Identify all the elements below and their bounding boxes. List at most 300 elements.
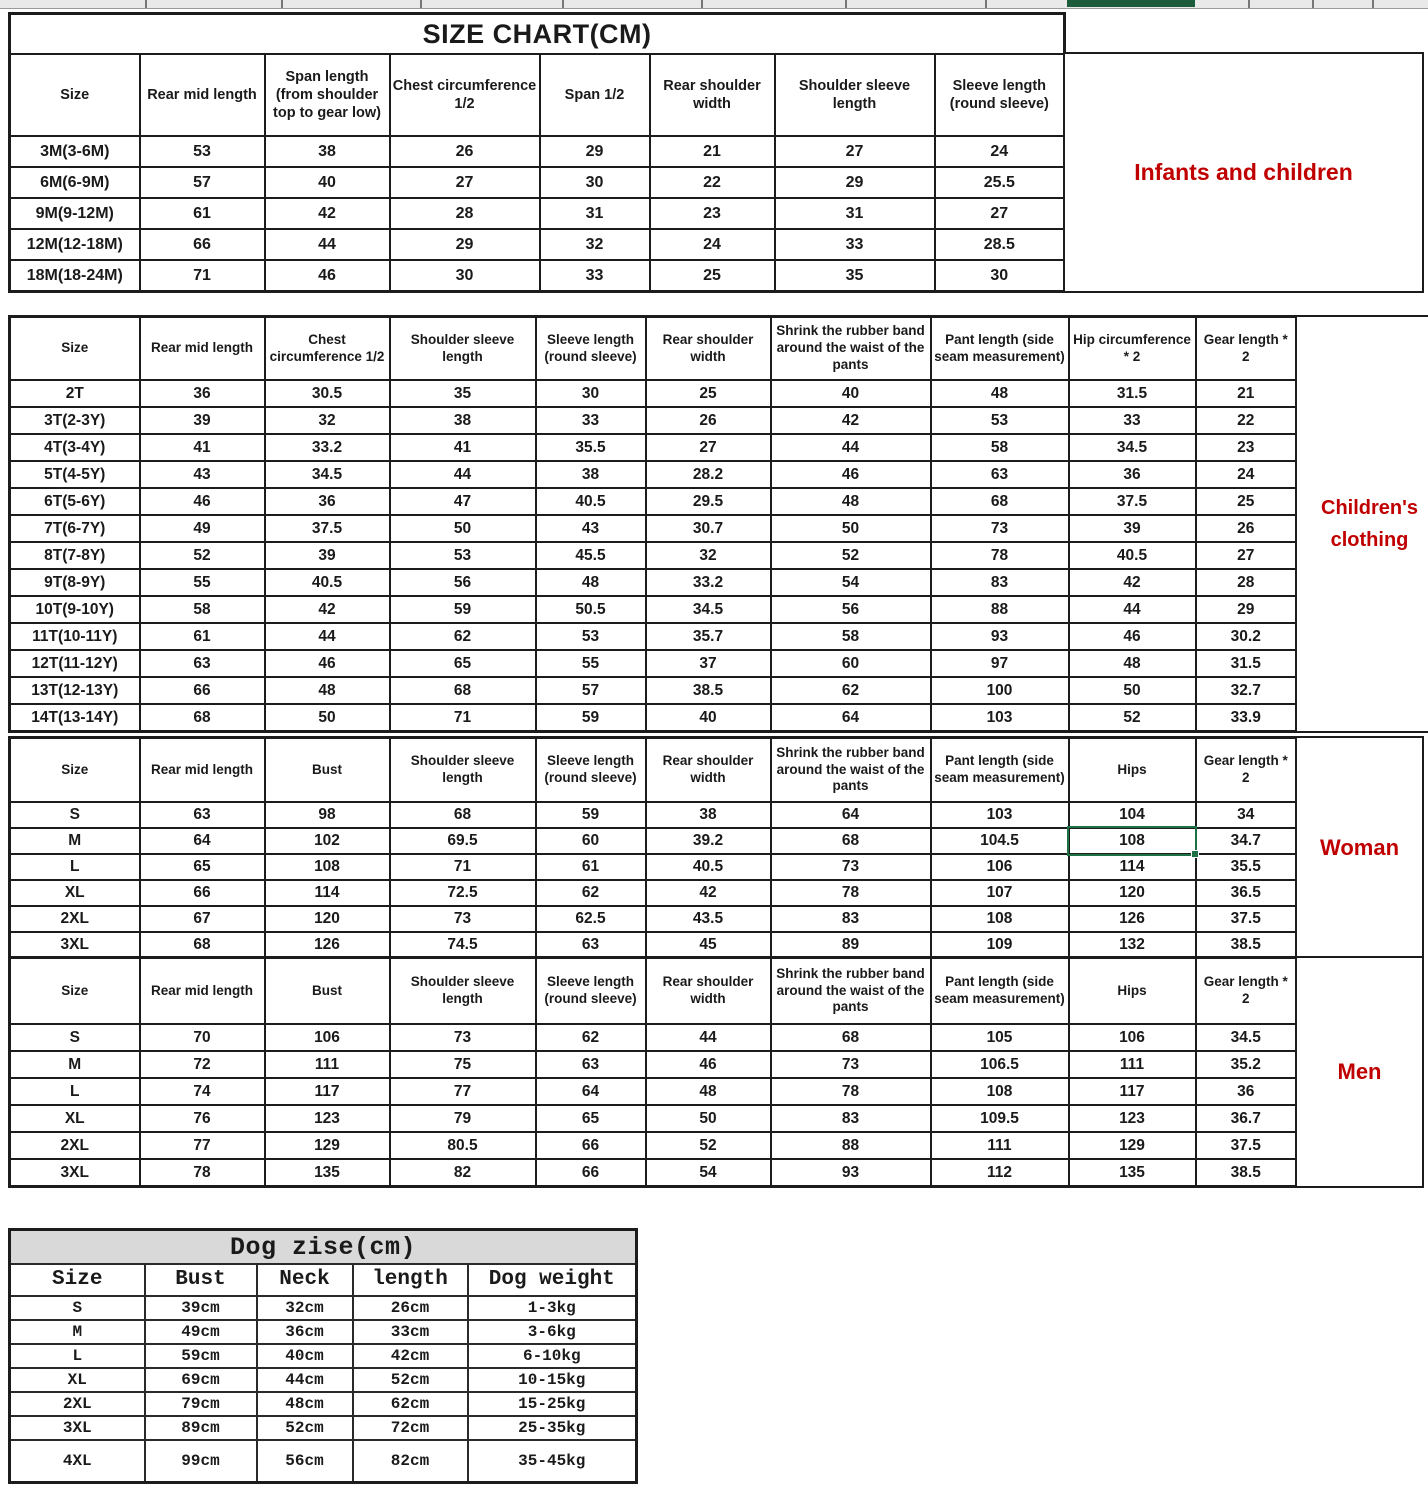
value-cell: 28 (1196, 569, 1297, 596)
value-cell: 49cm (145, 1320, 257, 1344)
table-row (10, 198, 1065, 229)
col-header: Shrink the rubber band around the waist of the pants (771, 317, 931, 381)
table-row (10, 704, 1297, 732)
value-cell: 64 (536, 1078, 646, 1105)
value-cell: 42 (1069, 569, 1196, 596)
table-row (10, 260, 1065, 292)
table-row (10, 880, 1297, 906)
size-cell: 6T(5-6Y) (10, 488, 140, 515)
value-cell: 67 (140, 906, 265, 932)
value-cell: 52 (140, 542, 265, 569)
value-cell: 114 (1069, 854, 1196, 880)
value-cell: 117 (265, 1078, 390, 1105)
men-table (8, 956, 1298, 1188)
value-cell: 37.5 (1196, 1132, 1297, 1159)
value-cell: 33 (775, 229, 935, 260)
table-row (10, 623, 1297, 650)
col-header: Sleeve length (round sleeve) (536, 738, 646, 803)
value-cell: 109 (931, 932, 1069, 959)
col-header: Rear mid length (140, 738, 265, 803)
value-cell: 37 (646, 650, 771, 677)
value-cell: 62.5 (536, 906, 646, 932)
value-cell: 48cm (257, 1392, 353, 1416)
size-cell: M (10, 828, 140, 854)
value-cell: 59 (536, 802, 646, 828)
value-cell: 26 (1196, 515, 1297, 542)
value-cell: 34.5 (265, 461, 390, 488)
table-row (10, 229, 1065, 260)
value-cell: 43 (140, 461, 265, 488)
value-cell: 35.5 (1196, 854, 1297, 880)
col-header: Gear length * 2 (1196, 958, 1297, 1025)
value-cell: 111 (1069, 1051, 1196, 1078)
value-cell: 38 (646, 802, 771, 828)
value-cell: 50 (1069, 677, 1196, 704)
value-cell: 123 (1069, 1105, 1196, 1132)
table-row (10, 1320, 637, 1344)
table-row (10, 1392, 637, 1416)
value-cell: 55 (536, 650, 646, 677)
value-cell: 30 (935, 260, 1065, 292)
col-header: Size (10, 958, 140, 1025)
value-cell: 72 (140, 1051, 265, 1078)
value-cell: 36 (265, 488, 390, 515)
value-cell: 30 (540, 167, 650, 198)
value-cell: 69.5 (390, 828, 536, 854)
value-cell: 45 (646, 932, 771, 959)
woman-label: Woman (1295, 736, 1424, 960)
value-cell: 23 (1196, 434, 1297, 461)
value-cell: 66 (140, 677, 265, 704)
value-cell: 71 (390, 854, 536, 880)
value-cell: 21 (650, 136, 775, 167)
value-cell: 50.5 (536, 596, 646, 623)
value-cell: 52 (646, 1132, 771, 1159)
col-header: Pant length (side seam measurement) (931, 317, 1069, 381)
col-header: Size (10, 1264, 145, 1296)
value-cell: 74.5 (390, 932, 536, 959)
col-header: Chest circumference 1/2 (265, 317, 390, 381)
value-cell: 34.5 (1196, 1024, 1297, 1051)
value-cell: 57 (536, 677, 646, 704)
value-cell: 106 (265, 1024, 390, 1051)
value-cell: 82cm (353, 1440, 468, 1483)
value-cell: 34 (1196, 802, 1297, 828)
value-cell: 68 (140, 704, 265, 732)
value-cell: 64 (771, 704, 931, 732)
table-row (10, 906, 1297, 932)
table-row (10, 407, 1297, 434)
table-row (10, 542, 1297, 569)
col-header: length (353, 1264, 468, 1296)
value-cell: 117 (1069, 1078, 1196, 1105)
value-cell: 40.5 (265, 569, 390, 596)
value-cell: 66 (140, 229, 265, 260)
value-cell: 123 (265, 1105, 390, 1132)
value-cell: 89 (771, 932, 931, 959)
size-cell: 7T(6-7Y) (10, 515, 140, 542)
col-header: Rear shoulder width (646, 958, 771, 1025)
value-cell: 42 (265, 198, 390, 229)
value-cell: 111 (931, 1132, 1069, 1159)
value-cell: 44 (265, 229, 390, 260)
value-cell: 25 (650, 260, 775, 292)
value-cell: 56 (771, 596, 931, 623)
col-header: Rear shoulder width (646, 738, 771, 803)
value-cell: 28.2 (646, 461, 771, 488)
value-cell: 42cm (353, 1344, 468, 1368)
value-cell: 40cm (257, 1344, 353, 1368)
value-cell: 24 (935, 136, 1065, 167)
value-cell: 44 (646, 1024, 771, 1051)
size-cell: 3XL (10, 932, 140, 959)
value-cell: 25-35kg (468, 1416, 637, 1440)
value-cell: 31 (775, 198, 935, 229)
strip-tick (145, 0, 147, 8)
col-header: Bust (265, 738, 390, 803)
value-cell: 71 (140, 260, 265, 292)
value-cell: 58 (771, 623, 931, 650)
value-cell: 53 (140, 136, 265, 167)
value-cell: 74 (140, 1078, 265, 1105)
value-cell: 33.2 (646, 569, 771, 596)
col-header: Sleeve length (round sleeve) (536, 317, 646, 381)
value-cell: 44 (390, 461, 536, 488)
value-cell: 33 (1069, 407, 1196, 434)
value-cell: 46 (1069, 623, 1196, 650)
value-cell: 24 (1196, 461, 1297, 488)
value-cell: 93 (771, 1159, 931, 1187)
size-cell: 9T(8-9Y) (10, 569, 140, 596)
value-cell: 32.7 (1196, 677, 1297, 704)
value-cell: 126 (1069, 906, 1196, 932)
value-cell: 39 (140, 407, 265, 434)
col-header: Chest circumference 1/2 (390, 54, 540, 136)
value-cell: 108 (931, 906, 1069, 932)
value-cell: 50 (265, 704, 390, 732)
value-cell: 79 (390, 1105, 536, 1132)
value-cell: 83 (931, 569, 1069, 596)
value-cell: 10-15kg (468, 1368, 637, 1392)
value-cell: 75 (390, 1051, 536, 1078)
value-cell: 33 (536, 407, 646, 434)
strip-tick (1372, 0, 1374, 8)
dog-table (8, 1228, 638, 1484)
value-cell: 37.5 (1196, 906, 1297, 932)
value-cell: 100 (931, 677, 1069, 704)
col-header: Shoulder sleeve length (390, 738, 536, 803)
value-cell: 61 (536, 854, 646, 880)
dog-table-title: Dog zise(cm) (10, 1230, 637, 1265)
value-cell: 50 (390, 515, 536, 542)
value-cell: 83 (771, 906, 931, 932)
value-cell: 73 (771, 1051, 931, 1078)
value-cell: 30.5 (265, 380, 390, 407)
value-cell: 33.9 (1196, 704, 1297, 732)
value-cell: 44 (771, 434, 931, 461)
value-cell: 6-10kg (468, 1344, 637, 1368)
table-row (10, 461, 1297, 488)
col-header: Pant length (side seam measurement) (931, 738, 1069, 803)
size-cell: 3M(3-6M) (10, 136, 140, 167)
value-cell: 98 (265, 802, 390, 828)
value-cell: 58 (140, 596, 265, 623)
value-cell: 48 (1069, 650, 1196, 677)
value-cell: 32 (265, 407, 390, 434)
value-cell: 108 (265, 854, 390, 880)
value-cell: 120 (1069, 880, 1196, 906)
value-cell: 112 (931, 1159, 1069, 1187)
value-cell: 27 (646, 434, 771, 461)
value-cell: 47 (390, 488, 536, 515)
col-header: Rear mid length (140, 958, 265, 1025)
value-cell: 37.5 (265, 515, 390, 542)
size-cell: 18M(18-24M) (10, 260, 140, 292)
value-cell: 25 (646, 380, 771, 407)
size-cell: 12M(12-18M) (10, 229, 140, 260)
value-cell: 65 (140, 854, 265, 880)
value-cell: 38 (390, 407, 536, 434)
value-cell: 42 (771, 407, 931, 434)
value-cell: 106.5 (931, 1051, 1069, 1078)
table-row (10, 515, 1297, 542)
value-cell: 105 (931, 1024, 1069, 1051)
value-cell: 29 (1196, 596, 1297, 623)
value-cell: 43 (536, 515, 646, 542)
col-header: Size (10, 317, 140, 381)
value-cell: 35.5 (536, 434, 646, 461)
col-header: Pant length (side seam measurement) (931, 958, 1069, 1025)
value-cell: 29.5 (646, 488, 771, 515)
value-cell: 63 (931, 461, 1069, 488)
size-cell: 8T(7-8Y) (10, 542, 140, 569)
size-cell: 9M(9-12M) (10, 198, 140, 229)
value-cell: 35 (775, 260, 935, 292)
value-cell: 26cm (353, 1296, 468, 1320)
value-cell: 89cm (145, 1416, 257, 1440)
value-cell: 39cm (145, 1296, 257, 1320)
value-cell: 63 (140, 802, 265, 828)
size-cell: M (10, 1320, 145, 1344)
value-cell: 52cm (353, 1368, 468, 1392)
table-row (10, 167, 1065, 198)
value-cell: 52 (1069, 704, 1196, 732)
value-cell: 40.5 (536, 488, 646, 515)
value-cell: 135 (1069, 1159, 1196, 1187)
value-cell: 71 (390, 704, 536, 732)
col-header: Bust (145, 1264, 257, 1296)
value-cell: 63 (536, 1051, 646, 1078)
value-cell: 37.5 (1069, 488, 1196, 515)
value-cell: 40 (771, 380, 931, 407)
table-row (10, 1440, 637, 1483)
value-cell: 56 (390, 569, 536, 596)
value-cell: 58 (931, 434, 1069, 461)
value-cell: 59cm (145, 1344, 257, 1368)
value-cell: 106 (1069, 1024, 1196, 1051)
value-cell: 62 (536, 880, 646, 906)
value-cell: 88 (771, 1132, 931, 1159)
value-cell: 38.5 (646, 677, 771, 704)
table-row (10, 802, 1297, 828)
size-cell: 3XL (10, 1416, 145, 1440)
value-cell: 49 (140, 515, 265, 542)
value-cell: 25 (1196, 488, 1297, 515)
col-header: Span 1/2 (540, 54, 650, 136)
size-cell: 2T (10, 380, 140, 407)
size-cell: 4XL (10, 1440, 145, 1483)
value-cell: 40 (265, 167, 390, 198)
col-header: Size (10, 54, 140, 136)
value-cell: 56cm (257, 1440, 353, 1483)
value-cell: 34.5 (1069, 434, 1196, 461)
value-cell: 35 (390, 380, 536, 407)
value-cell: 106 (931, 854, 1069, 880)
value-cell: 60 (536, 828, 646, 854)
size-cell: S (10, 1024, 140, 1051)
value-cell: 36cm (257, 1320, 353, 1344)
value-cell: 30.7 (646, 515, 771, 542)
size-cell: S (10, 802, 140, 828)
table-row (10, 136, 1065, 167)
value-cell: 39.2 (646, 828, 771, 854)
value-cell: 39 (1069, 515, 1196, 542)
value-cell: 55 (140, 569, 265, 596)
size-cell: 3T(2-3Y) (10, 407, 140, 434)
value-cell: 66 (140, 880, 265, 906)
value-cell: 48 (771, 488, 931, 515)
value-cell: 62 (771, 677, 931, 704)
value-cell: 40.5 (1069, 542, 1196, 569)
value-cell: 80.5 (390, 1132, 536, 1159)
value-cell: 78 (771, 1078, 931, 1105)
size-cell: XL (10, 1105, 140, 1132)
col-header: Rear shoulder width (650, 54, 775, 136)
table-row (10, 1416, 637, 1440)
size-cell: 6M(6-9M) (10, 167, 140, 198)
table-row (10, 1078, 1297, 1105)
woman-table (8, 736, 1298, 960)
col-header: Span length (from shoulder top to gear low) (265, 54, 390, 136)
value-cell: 22 (650, 167, 775, 198)
value-cell: 46 (646, 1051, 771, 1078)
value-cell: 63 (140, 650, 265, 677)
value-cell: 40.5 (646, 854, 771, 880)
value-cell: 34.5 (646, 596, 771, 623)
size-cell: 11T(10-11Y) (10, 623, 140, 650)
table-row (10, 828, 1297, 854)
value-cell: 111 (265, 1051, 390, 1078)
value-cell: 41 (140, 434, 265, 461)
value-cell: 73 (771, 854, 931, 880)
col-header: Hip circumference * 2 (1069, 317, 1196, 381)
value-cell: 33.2 (265, 434, 390, 461)
value-cell: 45.5 (536, 542, 646, 569)
children-label: Children's clothing (1295, 315, 1428, 733)
value-cell: 54 (646, 1159, 771, 1187)
value-cell: 68 (390, 802, 536, 828)
table-row (10, 1051, 1297, 1078)
value-cell: 35-45kg (468, 1440, 637, 1483)
table-row (10, 380, 1297, 407)
table-row (10, 434, 1297, 461)
value-cell: 36 (140, 380, 265, 407)
value-cell: 22 (1196, 407, 1297, 434)
value-cell: 44 (1069, 596, 1196, 623)
value-cell: 27 (775, 136, 935, 167)
value-cell: 24 (650, 229, 775, 260)
value-cell: 31.5 (1196, 650, 1297, 677)
value-cell: 68 (771, 1024, 931, 1051)
value-cell: 29 (390, 229, 540, 260)
value-cell: 104 (1069, 802, 1196, 828)
size-cell: L (10, 854, 140, 880)
size-cell: 4T(3-4Y) (10, 434, 140, 461)
strip-selection-highlight (1067, 0, 1195, 7)
value-cell: 72cm (353, 1416, 468, 1440)
value-cell: 63 (536, 932, 646, 959)
value-cell: 41 (390, 434, 536, 461)
value-cell: 48 (536, 569, 646, 596)
value-cell: 53 (536, 623, 646, 650)
value-cell: 38 (265, 136, 390, 167)
value-cell: 29 (775, 167, 935, 198)
value-cell: 38.5 (1196, 1159, 1297, 1187)
value-cell: 48 (265, 677, 390, 704)
value-cell: 99cm (145, 1440, 257, 1483)
value-cell: 43.5 (646, 906, 771, 932)
col-header: Rear mid length (140, 317, 265, 381)
size-cell: 3XL (10, 1159, 140, 1187)
size-cell: 2XL (10, 1392, 145, 1416)
value-cell: 103 (931, 704, 1069, 732)
value-cell: 78 (140, 1159, 265, 1187)
table-row (10, 1159, 1297, 1187)
value-cell: 27 (1196, 542, 1297, 569)
col-header: Rear shoulder width (646, 317, 771, 381)
value-cell: 68 (140, 932, 265, 959)
value-cell: 53 (390, 542, 536, 569)
size-cell: 10T(9-10Y) (10, 596, 140, 623)
value-cell: 114 (265, 880, 390, 906)
col-header: Bust (265, 958, 390, 1025)
value-cell: 50 (771, 515, 931, 542)
value-cell: 36.7 (1196, 1105, 1297, 1132)
value-cell: 27 (935, 198, 1065, 229)
value-cell: 50 (646, 1105, 771, 1132)
value-cell: 60 (771, 650, 931, 677)
value-cell: 62 (536, 1024, 646, 1051)
top-strip (0, 0, 1428, 9)
infants-label: Infants and children (1063, 52, 1424, 293)
value-cell: 26 (390, 136, 540, 167)
value-cell: 15-25kg (468, 1392, 637, 1416)
col-header: Shoulder sleeve length (390, 317, 536, 381)
table-row (10, 596, 1297, 623)
value-cell: 120 (265, 906, 390, 932)
value-cell: 27 (390, 167, 540, 198)
value-cell: 46 (265, 260, 390, 292)
value-cell: 64 (771, 802, 931, 828)
size-chart-title: SIZE CHART(CM) (10, 14, 1065, 55)
table-row (10, 1296, 637, 1320)
size-cell: 13T(12-13Y) (10, 677, 140, 704)
value-cell: 31 (540, 198, 650, 229)
size-cell: M (10, 1051, 140, 1078)
size-cell: 2XL (10, 906, 140, 932)
table-row (10, 854, 1297, 880)
col-header: Shoulder sleeve length (390, 958, 536, 1025)
